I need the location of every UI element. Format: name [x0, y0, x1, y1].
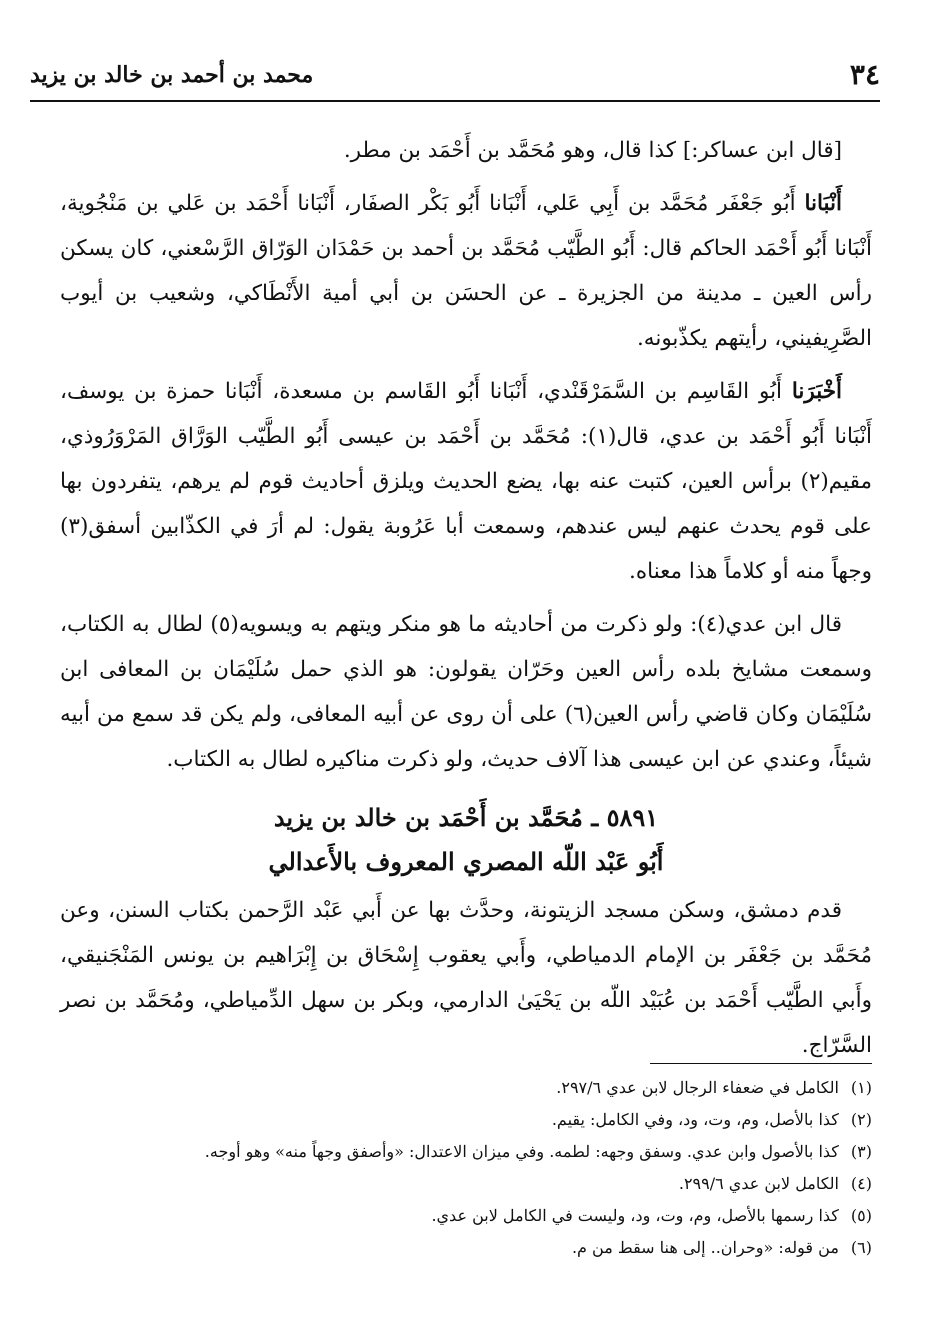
- footnote-text: الكامل لابن عدي ٢٩٩/٦.: [678, 1174, 839, 1193]
- paragraph-text: [قال ابن عساكر:] كذا قال، وهو مُحَمَّد بن أَحْمَد بن مطر.: [343, 138, 842, 163]
- footnote-text: كذا بالأصل، وم، وت، ود، وفي الكامل: يقيم.: [551, 1110, 839, 1129]
- footnote: [60, 1072, 872, 1104]
- paragraph-text: قال ابن عدي(٤): ولو ذكرت من أحاديثه ما هو منكر ويتهم به ويسويه(٥) لطال به الكتاب، وسمعت مشايخ بلده رأس العين وحَرّان يقولون: هو الذي حمل سُلَيْمَان بن المعافى ابن سُلَيْمَان وكان قاضي رأس العين(٦) على أن روى عن أبيه المعافى، ولم يكن قد سمع من أبيه شيئاً، وعندي عن ابن عيسى هذا آلاف حديث، ولو ذكرت مناكيره لطال به الكتاب.: [60, 612, 872, 772]
- entry-paragraph: قدم دمشق، وسكن مسجد الزيتونة، وحدَّث بها عن أَبي عَبْد الرَّحمن بكتاب السنن، وعن مُحَمَّد بن جَعْفَر بن الإمام الدمياطي، وأَبي يعقوب إِسْحَاق بن إِبْرَاهيم بن يونس المَنْجَنيقي، وأَبي الطَّيّب أَحْمَد بن عُبَيْد اللّه بن يَحْيَىٰ الدارمي، وبكر بن سهل الدِّمياطي، ومُحَمَّد بن نصر السَّرّاج.: [60, 898, 872, 1058]
- page-header: [30, 58, 880, 98]
- entry-heading: [60, 796, 872, 884]
- paragraph-3: [60, 369, 872, 594]
- paragraph-2: [60, 181, 872, 361]
- footnote-text: الكامل في ضعفاء الرجال لابن عدي ٢٩٧/٦.: [556, 1078, 839, 1097]
- footnote-text: من قوله: «وحران.. إلى هنا سقط من م.: [571, 1238, 839, 1257]
- footnote-number: (٦): [850, 1238, 872, 1257]
- footnote: [60, 1232, 872, 1264]
- paragraph-text: أَبُو جَعْفَر مُحَمَّد بن أَبِي عَلي، أَنْبَانا أَبُو بَكْر الصفَار، أَنْبَانا أَحْمَد بن عَلي بن مَنْجُوية، أَنْبَانا أَبُو أَحْمَد الحاكم قال: أَبُو الطَّيّب مُحَمَّد بن أحمد بن حَمْدَان الوَرّاق الرَّسْعني، كان يسكن رأس العين ـ مدينة من الجزيرة ـ عن الحسَن بن أبي أمية الأَنْطَاكي، وشعيب بن أيوب الصَّرِيفيني، رأيتهم يكذّبونه.: [60, 191, 872, 351]
- running-title: محمد بن أحمد بن خالد بن يزيد: [30, 62, 314, 88]
- paragraph-4: [60, 602, 872, 782]
- footnote-number: (٤): [850, 1174, 872, 1193]
- paragraph-text: أَبُو القَاسِم بن السَّمَرْقَنْدي، أَنْبَانا أَبُو القَاسم بن مسعدة، أَنْبَانا حمزة بن يوسف، أَنْبَانا أَبُو أَحْمَد بن عدي، قال(١): مُحَمَّد بن أَحْمَد بن عيسى أَبُو الطَّيّب الوَرَّاق المَرْوَرُوذي، مقيم(٢) برأس العين، كتبت عنه بها، يضع الحديث ويلزق أحاديث قوم لم يرهم، يتفردون بها على قوم يحدث عنهم ليس عندهم، وسمعت أبا عَرُوبة يقول: لم أرَ في الكذّابين أسفق(٣) وجهاً منه أو كلاماً هذا معناه.: [60, 379, 872, 584]
- page-number: ٣٤: [849, 58, 880, 91]
- footnote-number: (٥): [850, 1206, 872, 1225]
- entry-heading-name: ٥٨٩١ ـ مُحَمَّد بن أَحْمَد بن خالد بن يزيد: [273, 803, 659, 832]
- footnotes: [60, 1072, 872, 1264]
- footnote-rule: [650, 1063, 872, 1064]
- footnote: [60, 1168, 872, 1200]
- footnote-number: (١): [850, 1078, 872, 1097]
- paragraph-lead: أَنْبَانا: [804, 191, 842, 216]
- footnote-number: (٢): [850, 1110, 872, 1129]
- footnote: [60, 1136, 872, 1168]
- paragraph-lead: أَخْبَرَنا: [791, 379, 842, 404]
- main-text: [60, 128, 872, 1076]
- footnote-text: كذا رسمها بالأصل، وم، وت، ود، وليست في الكامل لابن عدي.: [431, 1206, 839, 1225]
- footnote: [60, 1104, 872, 1136]
- paragraph-1: [60, 128, 872, 173]
- footnote-text: كذا بالأصول وابن عدي. وسفق وجهه: لطمه. وفي ميزان الاعتدال: «وأصفق وجهاً منه» وهو أوجه.: [204, 1142, 839, 1161]
- footnote: [60, 1200, 872, 1232]
- entry-heading-kunya: أَبُو عَبْد اللّه المصري المعروف بالأَعدالي: [268, 847, 664, 876]
- footnote-number: (٣): [850, 1142, 872, 1161]
- header-rule: [30, 100, 880, 102]
